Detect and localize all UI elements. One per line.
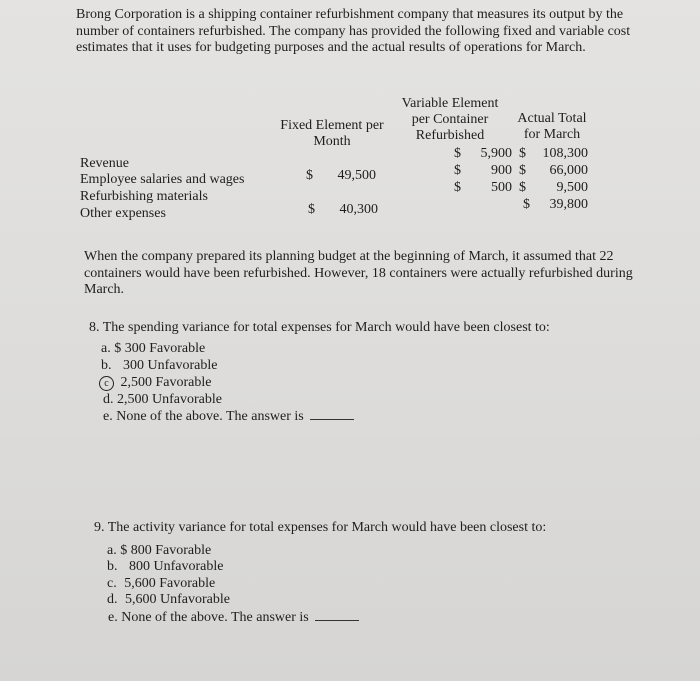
q8-stem: 8. The spending variance for total expenses for March would have been closest to: <box>89 320 550 335</box>
header-actual <box>504 111 600 143</box>
header-actual-line2: for March <box>523 127 581 142</box>
header-variable <box>390 96 510 144</box>
q8-option-b-letter: b. <box>101 358 112 373</box>
q9-option-c-text: 5,600 Favorable <box>124 576 216 591</box>
header-variable-line1: Variable Element <box>401 96 499 111</box>
intro-paragraph: Brong Corporation is a shipping container refurbishment company that measures its output by the number of containers refurbished. The company has provided the following fixed and variable cost estimates that it uses for budgeting purposes and the actual results of operations for March. <box>76 7 631 55</box>
fixed-sign-other: $ <box>308 202 315 217</box>
q8-option-a-letter: a. <box>101 341 111 356</box>
q9-answer-blank[interactable] <box>315 609 359 621</box>
row-label-salaries: Employee salaries and wages <box>80 172 245 187</box>
header-fixed-line1: Fixed Element per <box>280 118 384 133</box>
var-sign-revenue: $ <box>454 146 461 161</box>
var-value-revenue: 5,900 <box>480 146 512 161</box>
q9-option-e-text: None of the above. The answer is <box>121 610 309 625</box>
q9-option-d-text: 5,600 Unfavorable <box>125 592 230 607</box>
q9-option-a[interactable] <box>107 543 211 560</box>
q8-option-d[interactable] <box>103 392 222 409</box>
act-sign-revenue: $ <box>519 146 526 161</box>
q9-option-b[interactable] <box>107 559 223 576</box>
q9-option-e[interactable] <box>108 609 359 627</box>
q8-option-a[interactable] <box>101 341 205 358</box>
var-value-materials: 500 <box>491 180 512 195</box>
q9-option-c[interactable] <box>107 576 215 593</box>
header-variable-line2: per Container <box>411 112 489 127</box>
q8-option-b-text: 300 Unfavorable <box>123 358 218 373</box>
q9-option-b-letter: b. <box>107 559 118 574</box>
act-value-salaries: 66,000 <box>549 163 588 178</box>
act-sign-other: $ <box>523 197 530 212</box>
header-actual-line1: Actual Total <box>517 111 587 126</box>
act-value-materials: 9,500 <box>556 180 588 195</box>
q8-option-c-selected[interactable] <box>99 375 211 392</box>
q8-option-c-circled-letter: c <box>99 376 114 391</box>
row-label-materials: Refurbishing materials <box>80 189 208 204</box>
q8-option-e-letter: e. <box>103 409 113 424</box>
header-fixed <box>272 118 392 150</box>
q8-option-e[interactable] <box>103 408 354 426</box>
q8-option-c-text: 2,500 Favorable <box>120 375 212 390</box>
q9-option-e-letter: e. <box>108 610 118 625</box>
act-sign-salaries: $ <box>519 163 526 178</box>
q9-option-d[interactable] <box>107 592 230 609</box>
q9-option-a-text: $ 800 Favorable <box>120 543 212 558</box>
act-sign-materials: $ <box>519 180 526 195</box>
q9-option-c-letter: c. <box>107 576 117 591</box>
q9-option-b-text: 800 Unfavorable <box>129 559 224 574</box>
act-value-other: 39,800 <box>549 197 588 212</box>
q8-option-e-text: None of the above. The answer is <box>116 409 304 424</box>
act-value-revenue: 108,300 <box>542 146 588 161</box>
row-label-revenue: Revenue <box>80 156 129 171</box>
context-paragraph: When the company prepared its planning budget at the beginning of March, it assumed that 22 containers would have been refurbished. However, 18 containers were actually refurbished during March. <box>84 249 633 297</box>
q8-option-d-letter: d. <box>103 392 114 407</box>
q8-answer-blank[interactable] <box>310 408 354 420</box>
header-variable-line3: Refurbished <box>415 128 485 143</box>
q8-option-d-text: 2,500 Unfavorable <box>117 392 222 407</box>
q8-option-b[interactable] <box>101 358 217 375</box>
fixed-sign-salaries: $ <box>306 168 313 183</box>
var-value-salaries: 900 <box>491 163 512 178</box>
q9-option-a-letter: a. <box>107 543 117 558</box>
q8-option-a-text: $ 300 Favorable <box>114 341 206 356</box>
fixed-value-salaries: 49,500 <box>337 168 376 183</box>
var-sign-materials: $ <box>454 180 461 195</box>
row-label-other: Other expenses <box>80 206 166 221</box>
q9-stem: 9. The activity variance for total expenses for March would have been closest to: <box>94 520 547 535</box>
q9-option-d-letter: d. <box>107 592 118 607</box>
header-fixed-line2: Month <box>313 134 351 149</box>
var-sign-salaries: $ <box>454 163 461 178</box>
fixed-value-other: 40,300 <box>339 202 378 217</box>
